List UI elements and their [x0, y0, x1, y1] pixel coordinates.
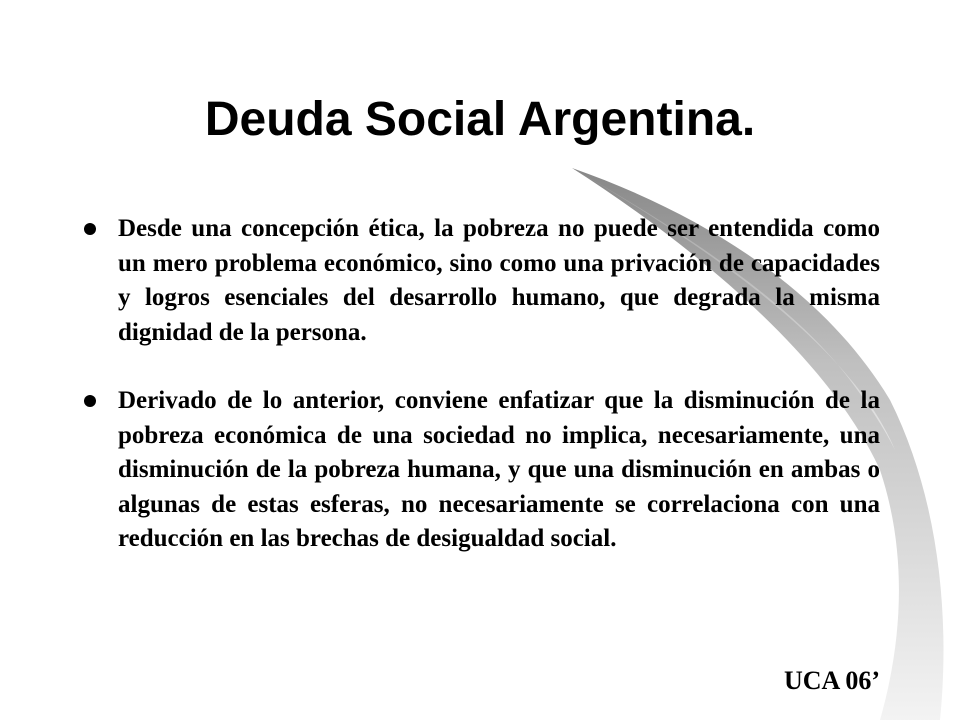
bullet-item: [80, 384, 880, 557]
slide-title: Deuda Social Argentina.: [204, 93, 756, 146]
bullet-item: [80, 212, 880, 350]
bullet-dot-icon: [84, 223, 96, 235]
bullet-list: [80, 212, 880, 591]
footer-label: UCA 06’: [783, 666, 880, 695]
bullet-text: Desde una concepción ética, la pobreza no puede ser entendida como un mero problema económico, sino como una privación de capacidades y logros esenciales del desarrollo humano, que degrada la misma dignidad de la persona.: [118, 215, 880, 346]
bullet-text: Derivado de lo anterior, conviene enfatizar que la disminución de la pobreza económica de una sociedad no implica, necesariamente, una disminución de la pobreza humana, y que una disminución en ambas o algunas de estas esferas, no necesariamente se correlaciona con una reducción en las brechas de desigualdad social.: [118, 387, 880, 552]
bullet-dot-icon: [84, 395, 96, 407]
